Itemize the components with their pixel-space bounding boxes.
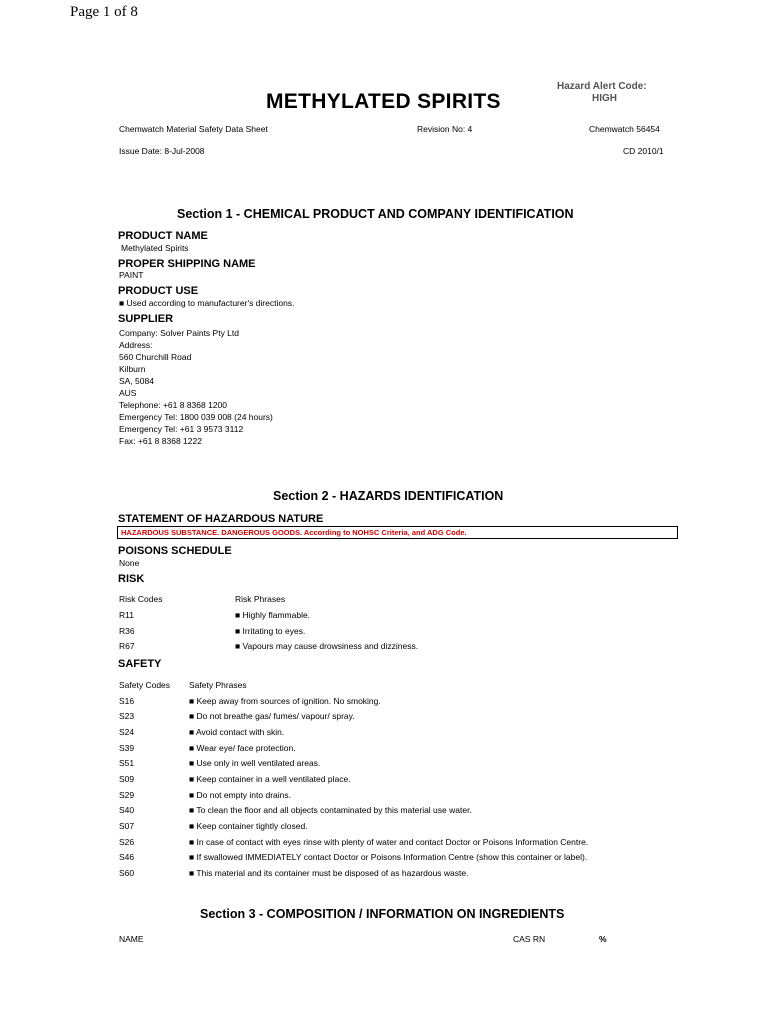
safety-phrase: ■ Keep away from sources of ignition. No smoking. [189,696,381,706]
supplier-line: Emergency Tel: 1800 039 008 (24 hours) [119,412,273,422]
supplier-heading: SUPPLIER [118,313,174,325]
chemwatch-number: Chemwatch 56454 [589,124,660,134]
product-use-heading: PRODUCT USE [118,285,199,297]
hazard-alert-value: HIGH [592,93,617,104]
safety-phrase: ■ Wear eye/ face protection. [189,743,296,753]
page-number: Page 1 of 8 [70,4,138,20]
safety-code: S60 [119,868,135,878]
safety-code: S16 [119,696,135,706]
safety-phrase: ■ If swallowed IMMEDIATELY contact Doctor or Poisons Information Centre (show this container or label). [189,852,588,862]
risk-code: R67 [119,641,135,651]
risk-phrases-header: Risk Phrases [235,594,286,604]
supplier-line: Kilburn [119,364,146,374]
safety-phrases-header: Safety Phrases [189,680,247,690]
section-1-title: Section 1 - CHEMICAL PRODUCT AND COMPANY IDENTIFICATION [177,207,574,221]
sheet-type: Chemwatch Material Safety Data Sheet [119,124,268,134]
hazardous-statement-text: HAZARDOUS SUBSTANCE. DANGEROUS GOODS. According to NOHSC Criteria, and ADG Code. [121,528,467,537]
supplier-line: Emergency Tel: +61 3 9573 3112 [119,424,244,434]
safety-phrase: ■ In case of contact with eyes rinse with plenty of water and contact Doctor or Poisons Information Centre. [189,837,589,847]
safety-phrase: ■ Use only in well ventilated areas. [189,758,321,768]
risk-code: R11 [119,610,134,620]
shipping-name-value: PAINT [119,270,144,280]
safety-code: S26 [119,837,135,847]
risk-heading: RISK [118,573,145,585]
issue-date: Issue Date: 8-Jul-2008 [119,146,205,156]
safety-phrase: ■ Do not empty into drains. [189,790,291,800]
hazardous-statement-box [117,526,678,539]
safety-phrase: ■ Avoid contact with skin. [189,727,285,737]
section-3-title: Section 3 - COMPOSITION / INFORMATION ON INGREDIENTS [200,907,565,921]
product-name-value: Methylated Spirits [121,243,189,253]
hazardous-nature-heading: STATEMENT OF HAZARDOUS NATURE [118,513,324,525]
supplier-line: 560 Churchill Road [119,352,192,362]
safety-phrase: ■ Do not breathe gas/ fumes/ vapour/ spray. [189,711,355,721]
risk-codes-header: Risk Codes [119,594,163,604]
safety-code: S40 [119,805,135,815]
safety-phrase: ■ Keep container tightly closed. [189,821,308,831]
safety-code: S39 [119,743,135,753]
shipping-name-heading: PROPER SHIPPING NAME [118,258,256,270]
supplier-line: AUS [119,388,137,398]
safety-heading: SAFETY [118,658,162,670]
ingredients-cas-header: CAS RN [513,934,546,944]
safety-code: S07 [119,821,135,831]
risk-phrase: ■ Vapours may cause drowsiness and dizziness. [235,641,419,651]
supplier-line: Telephone: +61 8 8368 1200 [119,400,228,410]
safety-code: S23 [119,711,135,721]
revision-number: Revision No: 4 [417,124,473,134]
hazard-alert-label: Hazard Alert Code: [557,81,647,92]
section-2-title: Section 2 - HAZARDS IDENTIFICATION [273,489,504,503]
safety-phrase: ■ Keep container in a well ventilated place. [189,774,351,784]
supplier-line: Address: [119,340,153,350]
safety-code: S09 [119,774,135,784]
document-title: METHYLATED SPIRITS [266,90,501,113]
safety-phrase: ■ To clean the floor and all objects contaminated by this material use water. [189,805,472,815]
product-use-value: ■ Used according to manufacturer's directions. [119,298,295,308]
supplier-details [119,327,273,447]
poisons-schedule-heading: POISONS SCHEDULE [118,545,232,557]
supplier-line: SA, 5084 [119,376,154,386]
safety-code: S29 [119,790,135,800]
product-name-heading: PRODUCT NAME [118,230,208,242]
risk-phrase: ■ Highly flammable. [235,610,311,620]
risk-phrase: ■ Irritating to eyes. [235,626,306,636]
safety-codes-header: Safety Codes [119,680,171,690]
supplier-line: Company: Solver Paints Pty Ltd [119,328,240,338]
poisons-schedule-value: None [119,558,140,568]
safety-code: S24 [119,727,135,737]
safety-code: S46 [119,852,135,862]
safety-code: S51 [119,758,135,768]
ingredients-name-header: NAME [119,934,144,944]
cd-code: CD 2010/1 [623,146,664,156]
ingredients-percent-header: % [599,934,607,944]
supplier-line: Fax: +61 8 8368 1222 [119,436,202,446]
risk-code: R36 [119,626,135,636]
safety-phrase: ■ This material and its container must be disposed of as hazardous waste. [189,868,469,878]
